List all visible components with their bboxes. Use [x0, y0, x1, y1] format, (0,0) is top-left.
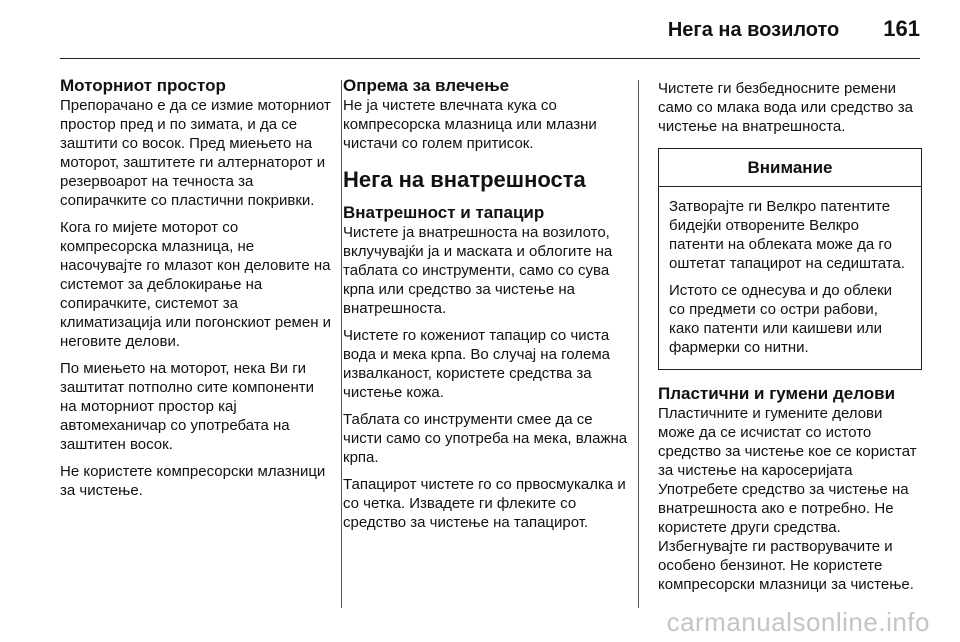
- paragraph: Препорачано е да се измие моторниот простор пред и по зимата, и да се заштити со восок. Пред миењето на моторот, заштитете ги алтернаторот и резервоарот на течноста за сопирачките со пластични покривки.: [60, 97, 331, 209]
- warning-paragraph: Затворајте ги Велкро патентите бидејќи отворените Велкро патенти на облеката може да го оштетат тапацирот на седиштата.: [669, 198, 905, 272]
- column-divider-1: [341, 80, 342, 608]
- paragraph: Чистете ги безбедносните ремени само со млака вода или средство за чистење на внатрешноста.: [658, 80, 913, 135]
- paragraph: Кога го мијете моторот со компресорска млазница, не насочувајте го млазот кон деловите на системот за деблокирање на сопирачките, системот за климатизација или погонскиот ремен и неговите делови.: [60, 219, 332, 350]
- interior-upholstery-heading: Внатрешност и тапацир: [343, 203, 545, 222]
- warning-paragraph: Истото се однесува и до облеки со предмети со остри рабови, како патенти или каишеви или фармерки со нитни.: [669, 282, 893, 356]
- paragraph: Тапацирот чистете го со првосмукалка и со четка. Извадете ги флеките со средство за чистење на тапацирот.: [343, 476, 626, 531]
- page-number: 161: [883, 16, 920, 41]
- paragraph: Чистете го кожениот тапацир со чиста вода и мека крпа. Во случај на голема извалканост, користете средства за чистење кожа.: [343, 327, 611, 401]
- paragraph: Чистете ја внатрешноста на возилото, вклучувајќи ја и маската и облогите на таблата со инструменти, само со сува крпа или средство за чистење на внатрешноста.: [343, 224, 613, 317]
- watermark: carmanualsonline.info: [666, 607, 930, 637]
- warning-body: [659, 187, 921, 369]
- plastic-rubber-heading: Пластични и гумени делови: [658, 384, 896, 403]
- paragraph: Не користете компресорски млазници за чистење.: [60, 463, 326, 499]
- column-3: [658, 79, 922, 602]
- paragraph: По миењето на моторот, нека Ви ги заштитат потполно сите компоненти на моторниот простор кај автомеханичар со употребата на заштитен восок.: [60, 360, 315, 453]
- interior-care-title: Нега на внатрешноста: [343, 167, 586, 192]
- column-divider-2: [638, 80, 639, 608]
- towing-equipment-heading: Опрема за влечење: [343, 76, 510, 95]
- paragraph: Не ја чистете влечната кука со компресорска млазница или млазни чистачи со голем притисок.: [343, 97, 597, 152]
- paragraph: Пластичните и гумените делови може да се исчистат со истото средство за чистење кое се користат за чистење на каросеријата Употребете средство за чистење на внатрешноста ако е потребно. Не користете други средства. Избегнувајте ги растворувачите и особено бензинот. Не користете компресорски млазници за чистење.: [658, 405, 917, 593]
- warning-title: Внимание: [659, 149, 921, 187]
- page-header: [668, 16, 920, 42]
- header-title: Нега на возилото: [667, 19, 840, 41]
- column-1: [60, 76, 332, 508]
- warning-box: [658, 148, 922, 370]
- engine-compartment-heading: Моторниот простор: [60, 76, 226, 95]
- header-rule: [60, 58, 920, 59]
- paragraph: Таблата со инструменти смее да се чисти само со употреба на мека, влажна крпа.: [343, 411, 628, 466]
- column-2: [343, 76, 628, 540]
